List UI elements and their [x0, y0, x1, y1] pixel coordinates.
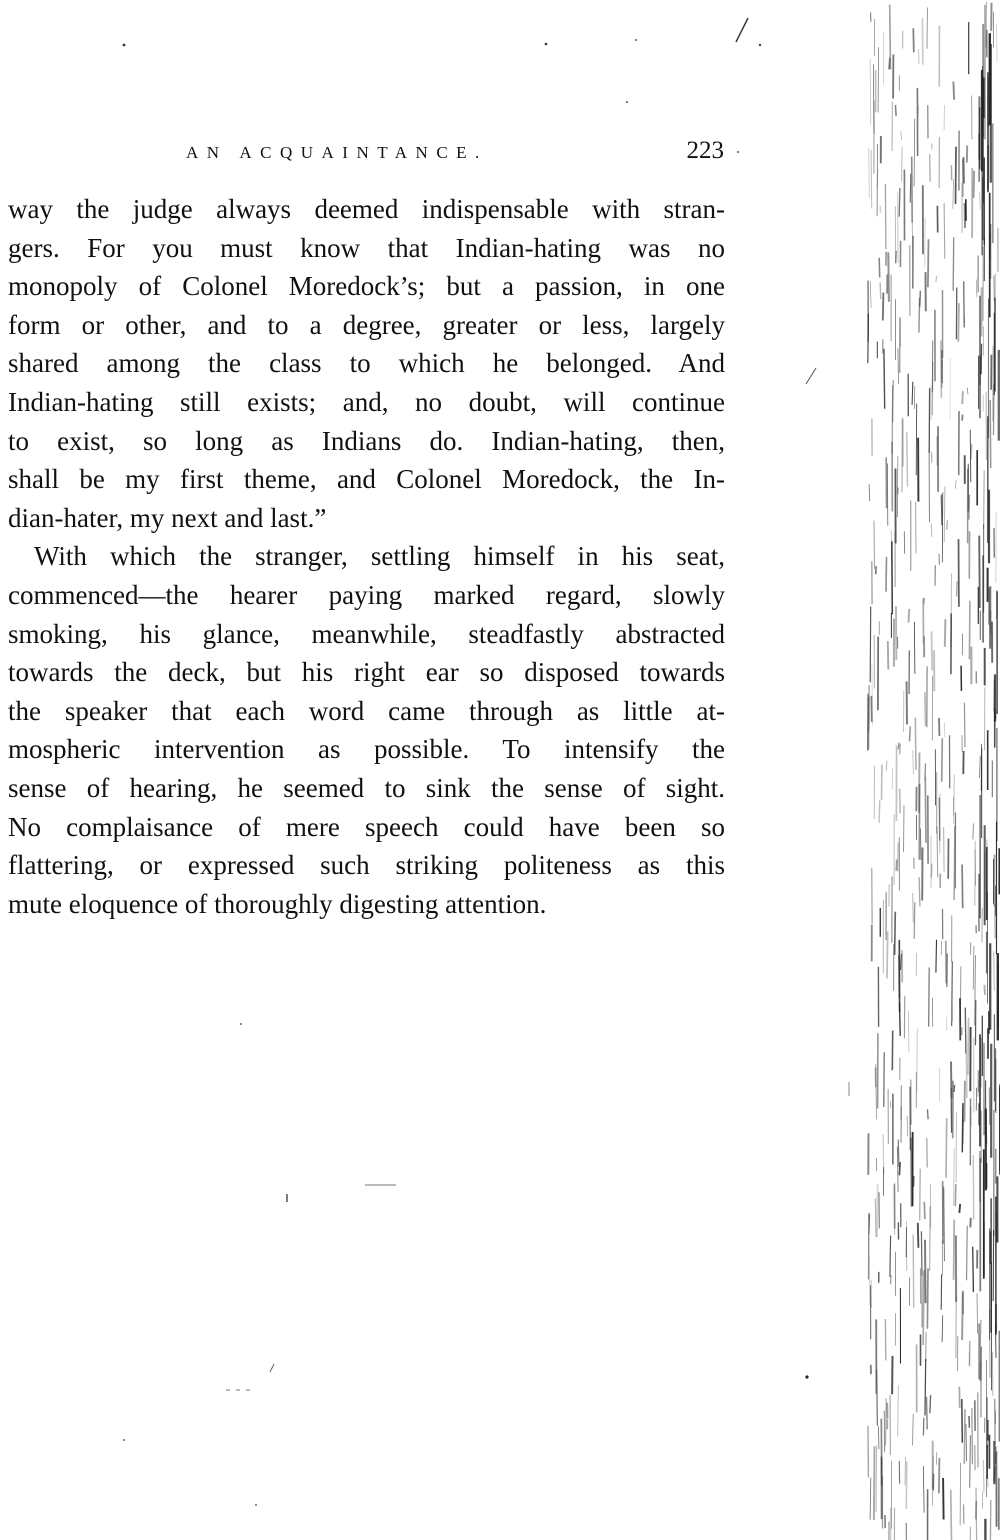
- text-line: smoking, his glance, meanwhile, steadfastly abstracted: [8, 618, 725, 649]
- text-line: sense of hearing, he seemed to sink the sense of sight.: [8, 772, 725, 803]
- text-line: monopoly of Colonel Moredock’s; but a passion, in one: [8, 271, 725, 302]
- text-line: shall be my first theme, and Colonel Moredock, the In-: [8, 464, 725, 495]
- text-line: flattering, or expressed such striking politeness as this: [8, 850, 725, 881]
- running-title: AN ACQUAINTANCE.: [186, 143, 488, 162]
- text-line: mute eloquence of thoroughly digesting attention.: [8, 888, 547, 919]
- page-number: 223: [686, 137, 724, 164]
- page-edge: [860, 0, 1000, 1540]
- text-line: way the judge always deemed indispensable with stran-: [8, 194, 725, 224]
- text-line: mospheric intervention as possible. To intensify the: [8, 734, 725, 765]
- text-line: Indian-hating still exists; and, no doubt, will continue: [8, 386, 725, 417]
- text-line: form or other, and to a degree, greater or less, largely: [8, 309, 725, 340]
- text-line: gers. For you must know that Indian-hating was no: [8, 232, 725, 263]
- text-line: commenced—the hearer paying marked regard, slowly: [8, 579, 725, 610]
- text-line: the speaker that each word came through as little at-: [8, 695, 725, 726]
- text-line: With which the stranger, settling himself in his seat,: [34, 541, 725, 572]
- body-text: [8, 190, 725, 923]
- text-line: dian-hater, my next and last.”: [8, 502, 327, 533]
- text-line: to exist, so long as Indians do. Indian-hating, then,: [8, 425, 725, 456]
- text-line: shared among the class to which he belonged. And: [8, 348, 725, 379]
- text-line: No complaisance of mere speech could have been so: [8, 811, 725, 842]
- running-head: [0, 138, 730, 168]
- text-line: towards the deck, but his right ear so disposed towards: [8, 657, 725, 688]
